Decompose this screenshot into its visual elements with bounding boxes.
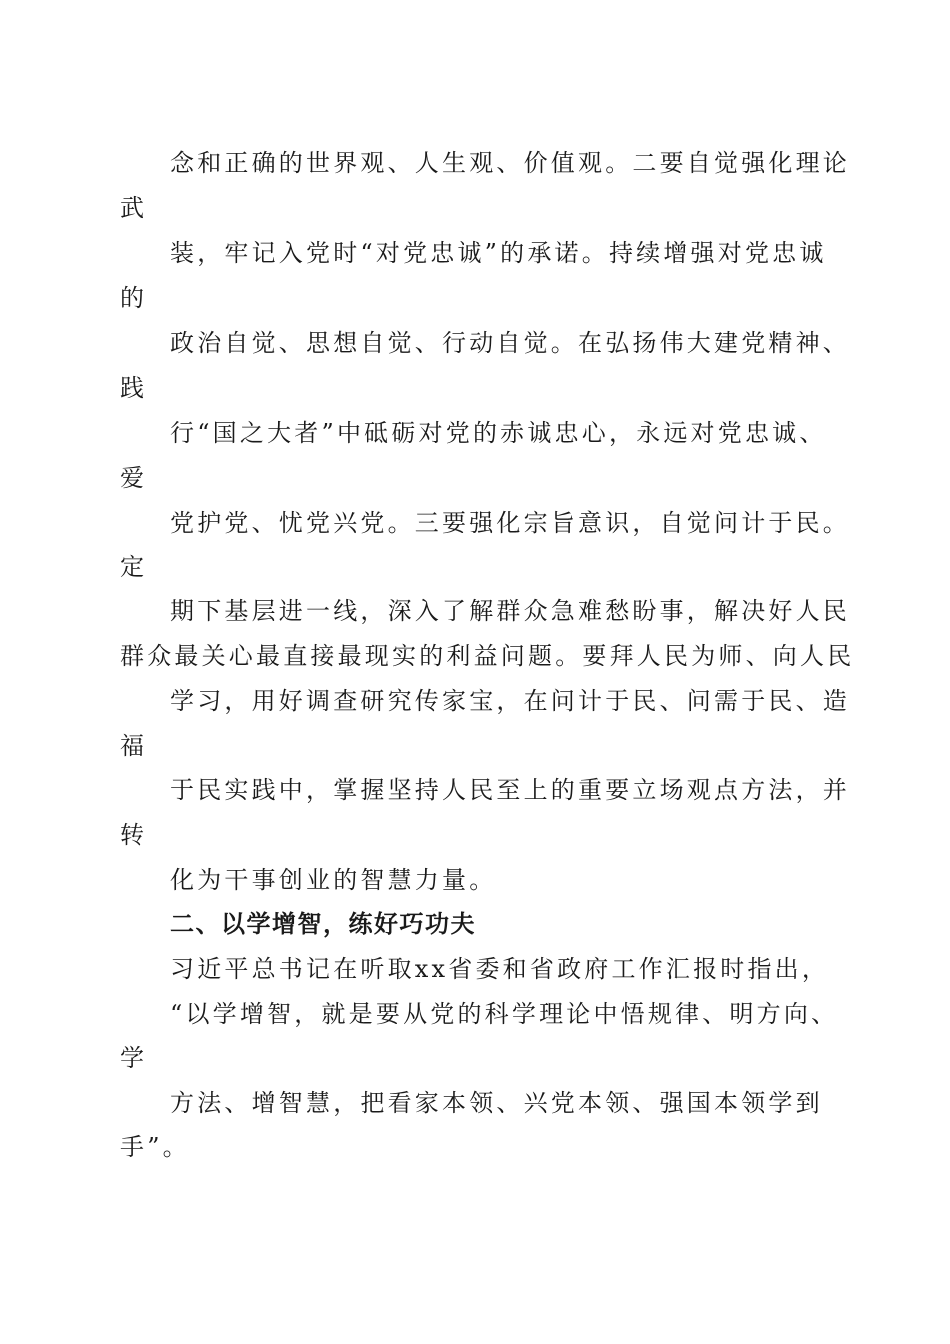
- text-line: 习近平总书记在听取xx省委和省政府工作汇报时指出，: [170, 955, 830, 983]
- text-line: 武: [120, 194, 148, 222]
- text-line: 装，牢记入党时“对党忠诚”的承诺。持续增强对党忠诚: [170, 239, 827, 267]
- text-line: 行“国之大者”中砥砺对党的赤诚忠心，永远对党忠诚、: [170, 419, 827, 447]
- text-line: 转: [120, 821, 148, 849]
- text-line: “以学增智，就是要从党的科学理论中悟规律、明方向、: [170, 1000, 839, 1028]
- text-line: 党护党、忧党兴党。三要强化宗旨意识，自觉问计于民。: [170, 509, 850, 537]
- text-line: 定: [120, 553, 148, 581]
- text-line: 爱: [120, 464, 148, 492]
- text-line: 期下基层进一线，深入了解群众急难愁盼事，解决好人民: [170, 597, 850, 625]
- text-line: 的: [120, 284, 148, 312]
- section-heading: 二、以学增智，练好巧功夫: [170, 910, 476, 938]
- text-line: 学习，用好调查研究传家宝，在问计于民、问需于民、造: [170, 687, 850, 715]
- text-line: 践: [120, 374, 148, 402]
- text-line: 念和正确的世界观、人生观、价值观。二要自觉强化理论: [170, 149, 850, 177]
- text-line: 学: [120, 1044, 148, 1072]
- text-line: 政治自觉、思想自觉、行动自觉。在弘扬伟大建党精神、: [170, 329, 850, 357]
- text-line: 方法、增智慧，把看家本领、兴党本领、强国本领学到: [170, 1089, 823, 1117]
- text-line: 化为干事创业的智慧力量。: [170, 866, 497, 894]
- text-line: 群众最关心最直接最现实的利益问题。要拜人民为师、向人民: [120, 642, 855, 670]
- text-line: 于民实践中，掌握坚持人民至上的重要立场观点方法，并: [170, 776, 850, 804]
- text-line: 福: [120, 732, 148, 760]
- text-line: 手”。: [120, 1133, 190, 1161]
